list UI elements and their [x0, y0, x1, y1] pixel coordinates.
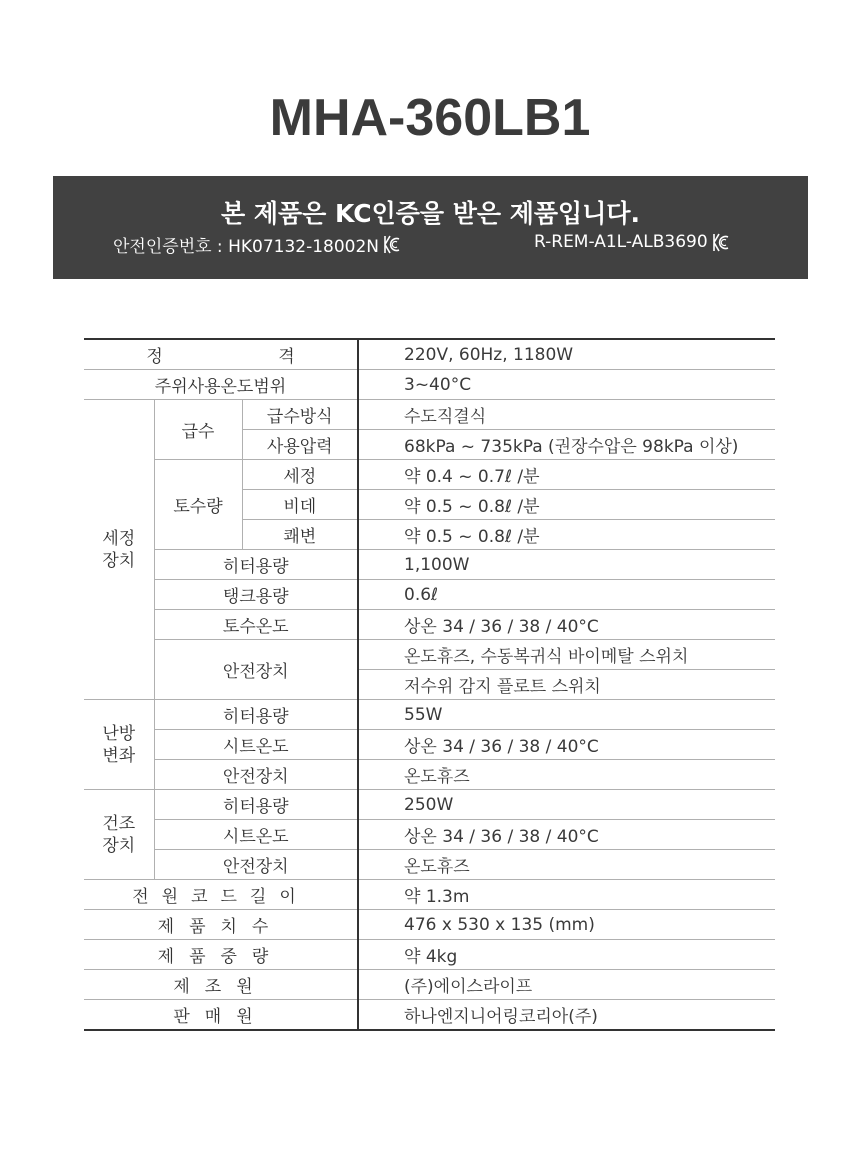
group-label-wash: 세정 장치 — [84, 400, 154, 700]
row-value: 약 1.3m — [358, 880, 775, 910]
table-row — [84, 910, 775, 940]
row-label: 제품중량 — [84, 940, 358, 970]
row-label: 사용압력 — [242, 430, 358, 460]
table-row — [84, 610, 775, 640]
row-label: 안전장치 — [154, 850, 358, 880]
radio-cert-text: R-REM-A1L-ALB3690 — [534, 232, 708, 252]
kc-mark-icon — [384, 235, 400, 254]
certification-headline: 본 제품은 KC인증을 받은 제품입니다. — [220, 199, 640, 228]
row-label: 히터용량 — [154, 550, 358, 580]
row-value: 하나엔지니어링코리아(주) — [358, 1000, 775, 1031]
row-label: 탱크용량 — [154, 580, 358, 610]
table-row — [84, 700, 775, 730]
table-row — [84, 730, 775, 760]
table-row — [84, 940, 775, 970]
row-label: 시트온도 — [154, 730, 358, 760]
row-value: 3~40°C — [358, 370, 775, 400]
row-label: 히터용량 — [154, 790, 358, 820]
row-value: 수도직결식 — [358, 400, 775, 430]
row-label: 토수온도 — [154, 610, 358, 640]
subgroup-label-flow: 토수량 — [154, 460, 242, 550]
row-value: 상온 34 / 36 / 38 / 40°C — [358, 610, 775, 640]
table-row — [84, 850, 775, 880]
row-value: 온도휴즈, 수동복귀식 바이메탈 스위치 — [358, 640, 775, 670]
table-row — [84, 460, 775, 490]
group-label-seat: 난방 변좌 — [84, 700, 154, 790]
safety-cert-number — [113, 232, 400, 257]
product-model-title: MHA-360LB1 — [269, 89, 591, 147]
row-label: 제조원 — [84, 970, 358, 1000]
table-row — [84, 339, 775, 370]
row-label: 세정 — [242, 460, 358, 490]
kc-certification-banner — [53, 176, 808, 279]
table-row — [84, 400, 775, 430]
row-value: 온도휴즈 — [358, 850, 775, 880]
table-row — [84, 550, 775, 580]
row-value: 약 4kg — [358, 940, 775, 970]
row-value: 약 0.4 ~ 0.7ℓ /분 — [358, 460, 775, 490]
row-value: 476 x 530 x 135 (mm) — [358, 910, 775, 940]
row-value: 온도휴즈 — [358, 760, 775, 790]
row-value: 저수위 감지 플로트 스위치 — [358, 670, 775, 700]
row-label: 히터용량 — [154, 700, 358, 730]
row-value: 250W — [358, 790, 775, 820]
row-label: 전원코드길이 — [84, 880, 358, 910]
safety-cert-text: 안전인증번호 : HK07132-18002N — [113, 237, 380, 257]
row-label: 안전장치 — [154, 760, 358, 790]
radio-cert-number — [534, 232, 729, 252]
row-label: 주위사용온도범위 — [84, 370, 358, 400]
kc-mark-icon — [713, 233, 729, 252]
row-label: 판매원 — [84, 1000, 358, 1031]
table-row — [84, 640, 775, 670]
row-value: (주)에이스라이프 — [358, 970, 775, 1000]
subgroup-label-supply: 급수 — [154, 400, 242, 460]
row-value: 55W — [358, 700, 775, 730]
row-label: 안전장치 — [154, 640, 358, 700]
row-label: 정 격 — [84, 339, 358, 370]
row-value: 상온 34 / 36 / 38 / 40°C — [358, 820, 775, 850]
table-row — [84, 970, 775, 1000]
row-value: 220V, 60Hz, 1180W — [358, 339, 775, 370]
row-label: 시트온도 — [154, 820, 358, 850]
row-value: 1,100W — [358, 550, 775, 580]
row-label: 쾌변 — [242, 520, 358, 550]
row-label: 급수방식 — [242, 400, 358, 430]
table-row — [84, 580, 775, 610]
row-value: 68kPa ~ 735kPa (권장수압은 98kPa 이상) — [358, 430, 775, 460]
row-value: 0.6ℓ — [358, 580, 775, 610]
row-value: 약 0.5 ~ 0.8ℓ /분 — [358, 520, 775, 550]
row-value: 상온 34 / 36 / 38 / 40°C — [358, 730, 775, 760]
table-row — [84, 820, 775, 850]
table-row — [84, 370, 775, 400]
table-row — [84, 790, 775, 820]
group-label-dryer: 건조 장치 — [84, 790, 154, 880]
row-label: 제품치수 — [84, 910, 358, 940]
row-value: 약 0.5 ~ 0.8ℓ /분 — [358, 490, 775, 520]
spec-table — [84, 338, 775, 1031]
table-row — [84, 880, 775, 910]
table-row — [84, 1000, 775, 1031]
row-label: 비데 — [242, 490, 358, 520]
table-row — [84, 760, 775, 790]
